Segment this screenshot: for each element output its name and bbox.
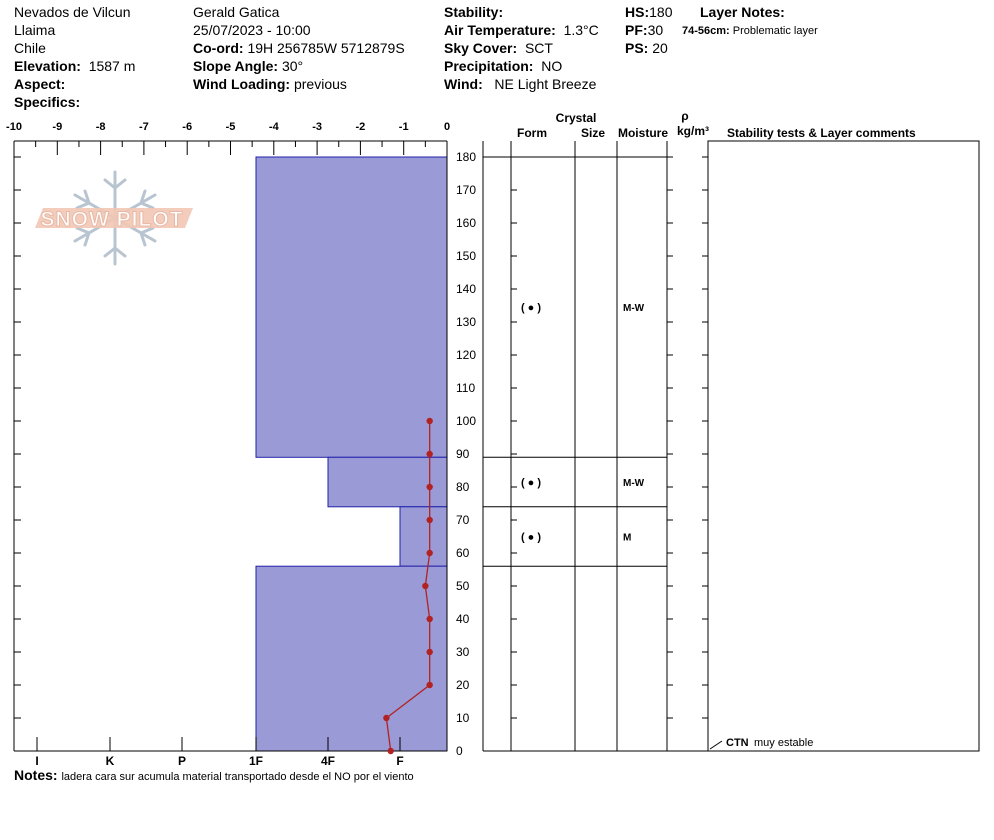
temp-tick-label: -7 [139, 121, 149, 133]
wind-label: Wind: [444, 76, 483, 92]
height-tick-label: 130 [456, 315, 477, 329]
height-tick-label: 140 [456, 282, 477, 296]
temperature-point [426, 451, 432, 457]
country-name: Chile [14, 40, 46, 56]
temp-tick-label: 0 [443, 121, 451, 133]
hardness-bars [256, 157, 447, 751]
layer-form-symbol: ( ● ) [520, 531, 542, 544]
observer-name: Gerald Gatica [193, 4, 280, 20]
stability-header: Stability tests & Layer comments [727, 126, 916, 140]
height-tick-label: 100 [456, 414, 477, 428]
air-temp-label: Air Temperature: [444, 22, 556, 38]
subarea-name: Llaima [14, 22, 56, 38]
layer-notes-text: Problematic layer [732, 25, 818, 37]
hs-value: 180 [649, 4, 673, 20]
height-tick-label: 90 [456, 447, 470, 461]
height-tick-label: 120 [456, 348, 477, 362]
notes-label: Notes: [14, 767, 58, 783]
observation-datetime: 25/07/2023 - 10:00 [193, 22, 311, 38]
elevation-label: Elevation: [14, 58, 81, 74]
temp-tick-label: -8 [95, 121, 106, 133]
temperature-point [426, 682, 432, 688]
temperature-point [388, 748, 394, 754]
layer-moisture: M [623, 532, 632, 544]
hardness-tick-label: 4F [320, 754, 336, 768]
stability-label: Stability: [444, 4, 504, 20]
layer-notes-range: 74-56cm: [682, 25, 730, 37]
temp-tick-label: -6 [182, 121, 193, 133]
pf-value: 30 [647, 22, 664, 38]
height-tick-label: 40 [456, 612, 470, 626]
sky-label: Sky Cover: [444, 40, 518, 56]
precip-label: Precipitation: [444, 58, 534, 74]
temp-tick-label: -3 [312, 121, 322, 133]
temperature-point [426, 517, 432, 523]
temp-tick-label: -5 [225, 121, 236, 133]
hardness-tick-label: 1F [248, 754, 264, 768]
snowpilot-logo [35, 172, 193, 264]
specifics-label: Specifics: [14, 94, 81, 110]
height-tick-label: 50 [456, 579, 470, 593]
layer-moisture: M-W [623, 478, 645, 490]
ps-value: 20 [652, 40, 668, 56]
height-tick-label: 0 [456, 744, 463, 758]
rho-header: ρ [681, 109, 689, 123]
hardness-tick-label: I [35, 754, 39, 768]
hs-label: HS: [625, 4, 650, 20]
slope-value: 30° [281, 58, 304, 74]
size-header: Size [580, 126, 606, 140]
hardness-bar-2 [400, 507, 447, 566]
temperature-point [426, 418, 432, 424]
air-temp-value: 1.3°C [563, 22, 599, 38]
hardness-bar-0 [256, 157, 447, 457]
logo-text: SNOW PILOT [40, 208, 184, 231]
hardness-bar-3 [256, 566, 447, 751]
layer-notes-title: Layer Notes: [700, 4, 785, 20]
height-tick-label: 170 [456, 183, 477, 197]
temp-tick-label: -9 [52, 121, 63, 133]
moisture-header: Moisture [617, 126, 669, 140]
sky-value: SCT [524, 40, 553, 56]
temperature-point [426, 616, 432, 622]
pf-label: PF: [625, 22, 648, 38]
wind-loading-label: Wind Loading: [193, 76, 291, 92]
temperature-point [422, 583, 428, 589]
temperature-point [383, 715, 389, 721]
height-tick-label: 80 [456, 480, 470, 494]
height-tick-label: 20 [456, 678, 470, 692]
stability-test-leader [710, 741, 722, 749]
coord-value: 19H 256785W 5712879S [247, 40, 405, 56]
density-header: kg/m³ [676, 124, 710, 138]
temp-tick-label: -10 [6, 121, 22, 133]
stability-test-comment: muy estable [754, 737, 814, 749]
layer-moisture: M-W [623, 303, 645, 315]
height-tick-label: 60 [456, 546, 470, 560]
height-tick-label: 70 [456, 513, 470, 527]
location-name: Nevados de Vilcun [14, 4, 131, 20]
height-tick-label: 160 [456, 216, 477, 230]
precip-value: NO [541, 58, 563, 74]
layer-form-symbol: ( ● ) [520, 477, 542, 490]
coord-label: Co-ord: [193, 40, 244, 56]
temp-tick-label: -4 [268, 121, 279, 133]
elevation-value: 1587 m [88, 58, 136, 74]
hardness-tick-label: F [396, 754, 404, 768]
wind-loading-value: previous [293, 76, 347, 92]
notes-text: ladera cara sur acumula material transportado desde el NO por el viento [61, 771, 414, 783]
height-tick-label: 150 [456, 249, 477, 263]
stability-test-code: CTN [726, 737, 749, 749]
temperature-point [426, 649, 432, 655]
height-tick-label: 10 [456, 711, 470, 725]
slope-label: Slope Angle: [193, 58, 279, 74]
wind-value: NE Light Breeze [494, 76, 597, 92]
hardness-tick-label: P [177, 754, 187, 768]
form-header: Form [517, 126, 547, 140]
layer-table [456, 109, 979, 758]
temperature-point [426, 484, 432, 490]
height-tick-label: 180 [456, 150, 477, 164]
height-tick-label: 110 [456, 381, 476, 395]
temperature-point [426, 550, 432, 556]
temp-tick-label: -1 [398, 121, 409, 133]
height-tick-label: 30 [456, 645, 470, 659]
hardness-tick-label: K [105, 754, 115, 768]
stability-panel [708, 141, 979, 751]
layer-form-symbol: ( ● ) [520, 302, 542, 315]
temp-tick-label: -2 [355, 121, 366, 133]
crystal-header: Crystal [555, 111, 597, 125]
aspect-label: Aspect: [14, 76, 66, 92]
ps-label: PS: [625, 40, 649, 56]
